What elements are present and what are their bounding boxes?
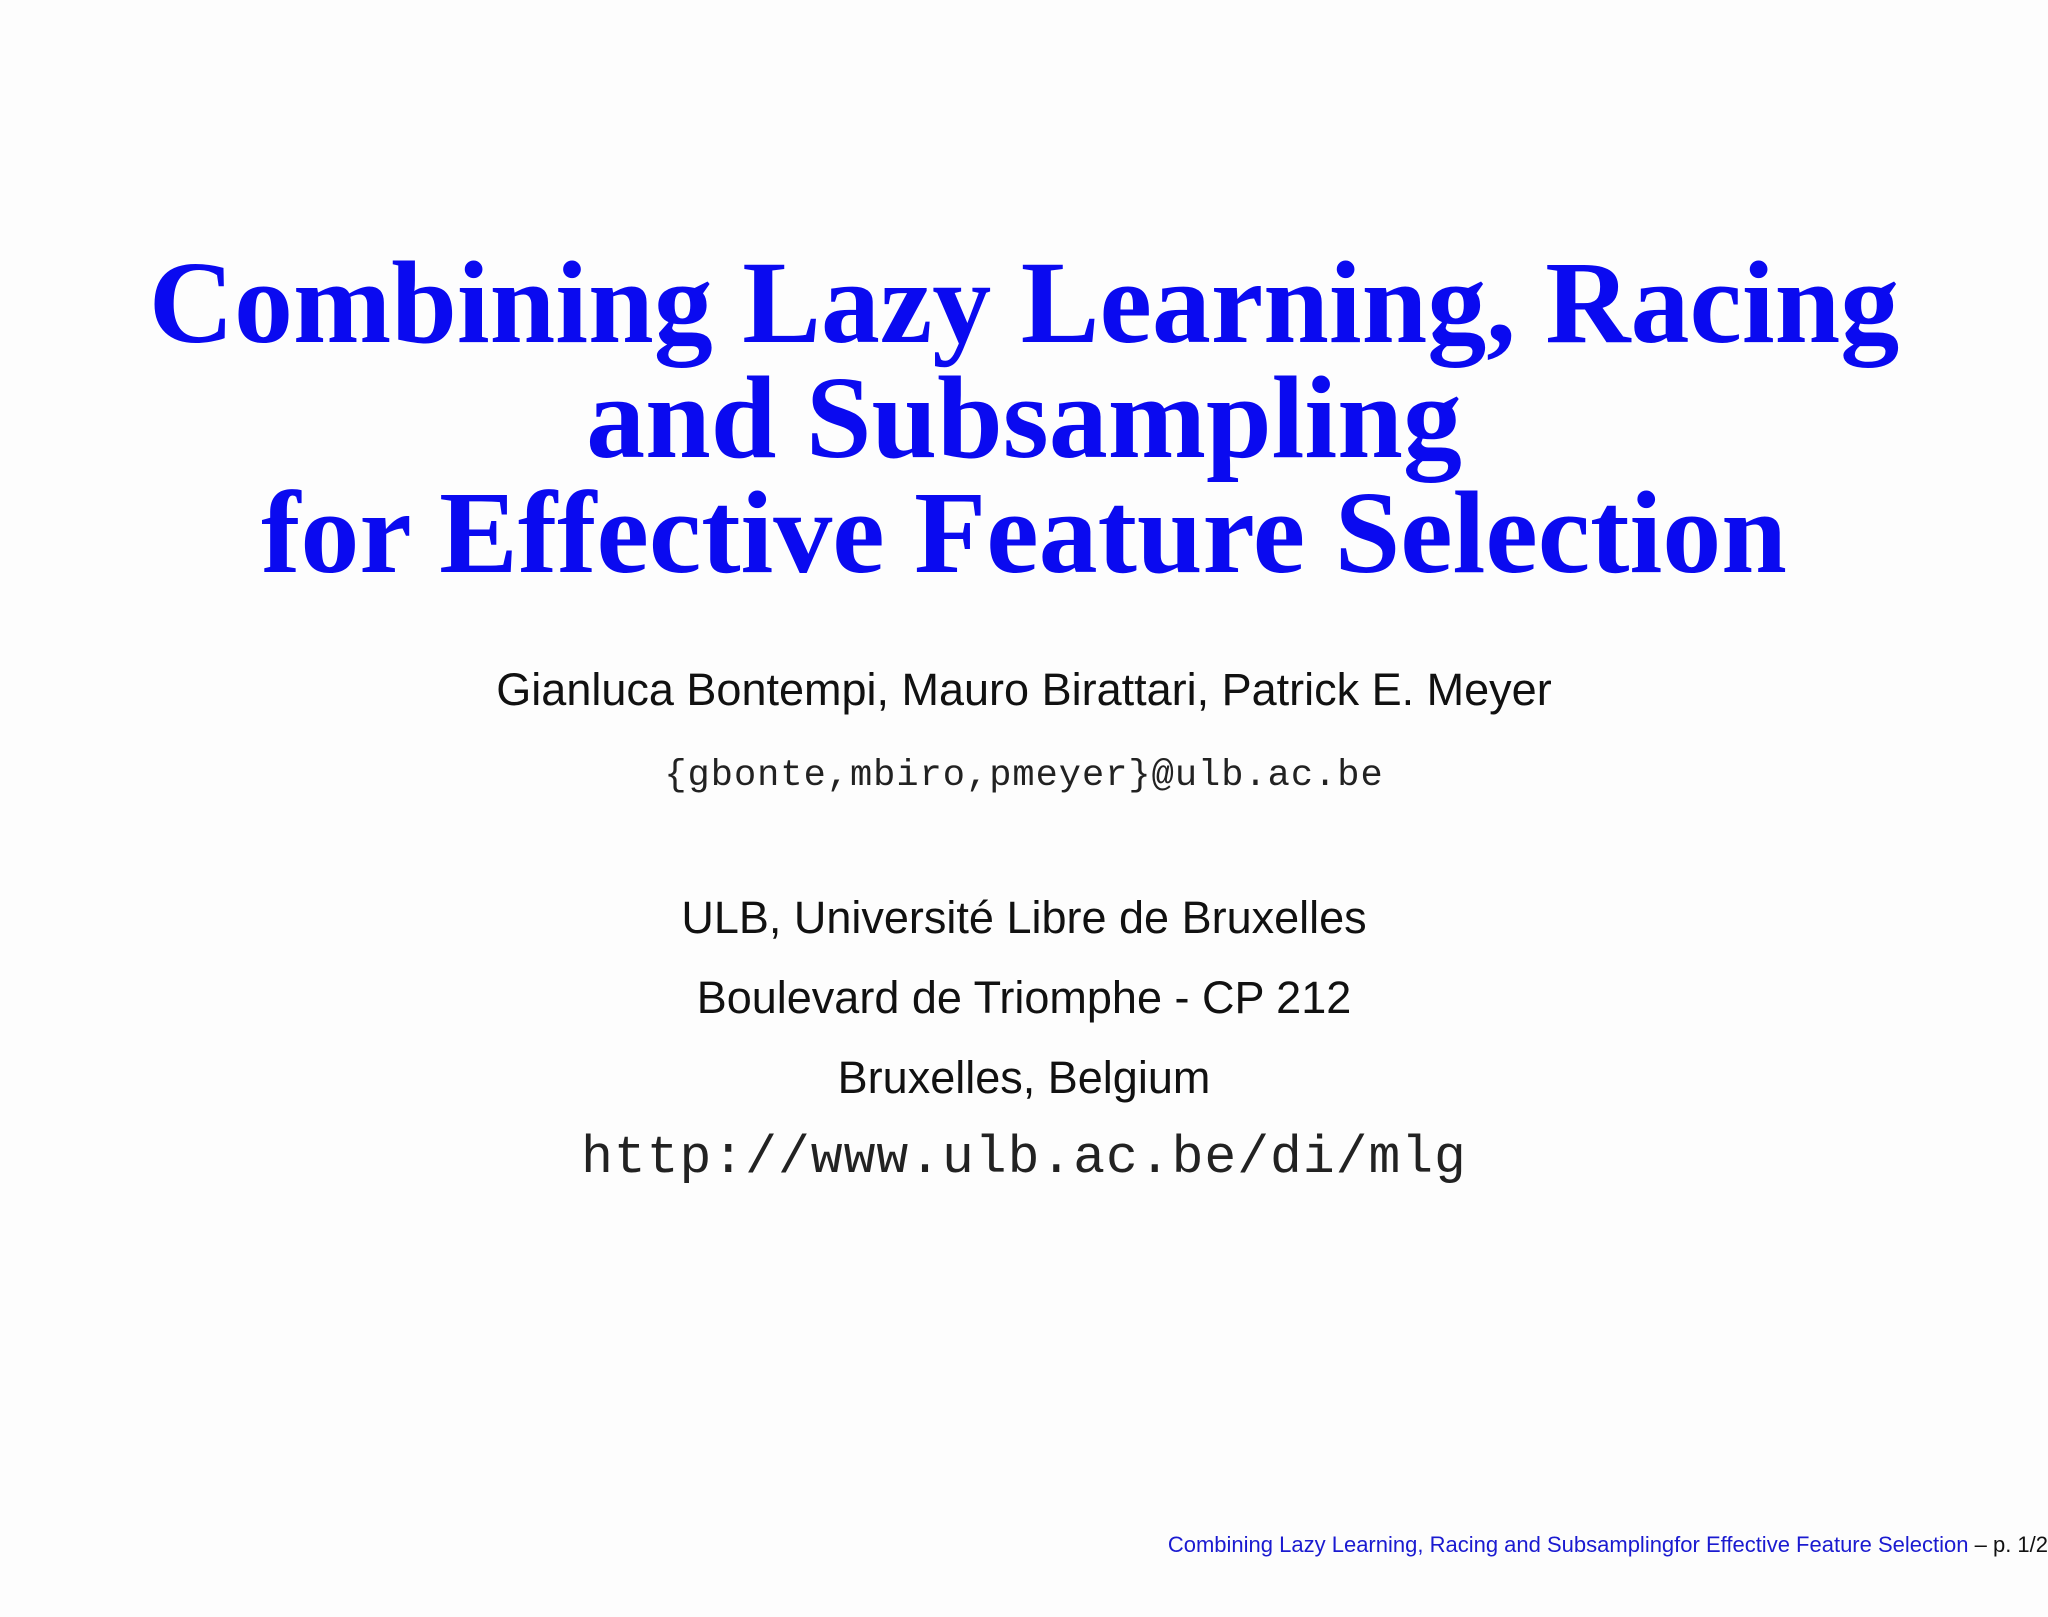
footer-separator: – — [1968, 1532, 1993, 1557]
page-number: p. 1/2 — [1992, 1532, 2048, 1557]
title-line-2: and Subsampling — [586, 352, 1462, 483]
affiliation-line-1: ULB, Université Libre de Bruxelles — [681, 892, 1367, 943]
affiliation-line-2: Boulevard de Triomphe - CP 212 — [696, 972, 1352, 1023]
lab-url: http://www.ulb.ac.be/di/mlg — [581, 1128, 1467, 1188]
authors: Gianluca Bontempi, Mauro Birattari, Patrick E. Meyer — [496, 664, 1552, 715]
slide-footer — [1168, 1530, 2048, 1560]
title-line-3: for Effective Feature Selection — [261, 467, 1787, 598]
slide-title — [0, 237, 2048, 598]
title-line-1: Combining Lazy Learning, Racing — [148, 237, 1900, 368]
affiliation-line-3: Bruxelles, Belgium — [837, 1052, 1211, 1103]
author-emails: {gbonte,mbiro,pmeyer}@ulb.ac.be — [664, 755, 1384, 797]
footer-title: Combining Lazy Learning, Racing and Subsamplingfor Effective Feature Selection — [1167, 1532, 1969, 1557]
